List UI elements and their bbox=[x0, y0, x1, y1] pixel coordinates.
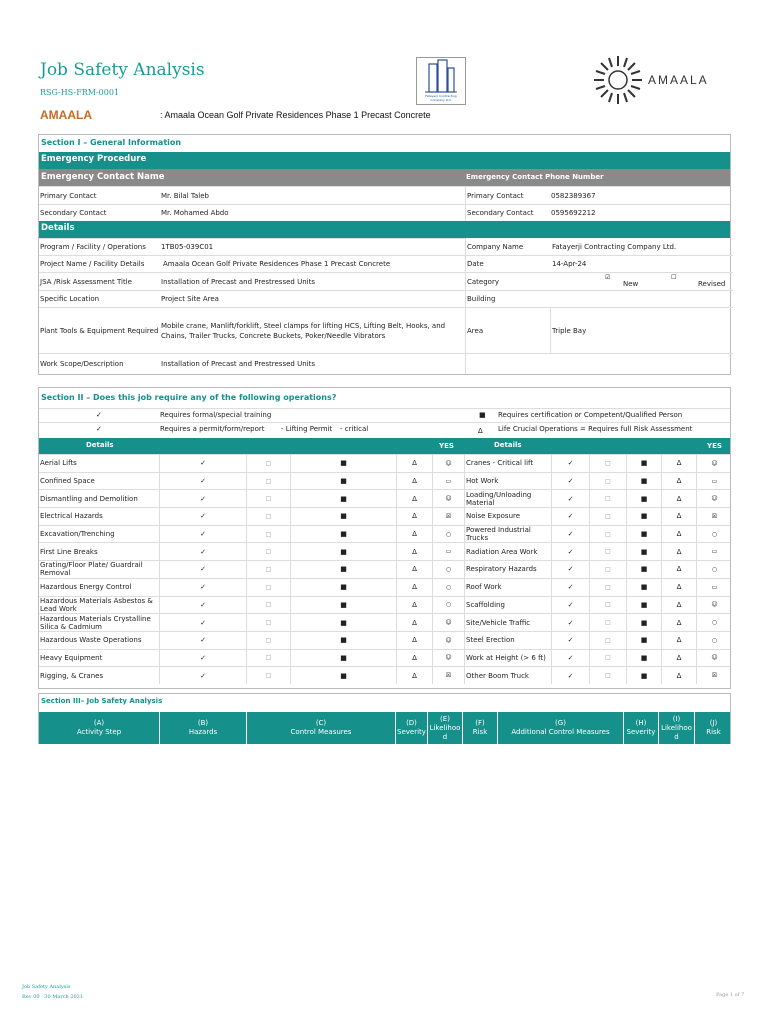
status-symbol: ○ bbox=[433, 579, 465, 596]
detail-value: Project Site Area bbox=[161, 295, 219, 303]
status-symbol: ▭ bbox=[711, 583, 718, 591]
delta-icon: Δ bbox=[397, 579, 433, 596]
section-general-information bbox=[38, 134, 731, 375]
checkbox[interactable]: □ bbox=[247, 473, 291, 490]
status-symbol: ○ bbox=[711, 619, 718, 627]
status-symbol: ☺ bbox=[711, 601, 718, 609]
square-icon: ■ bbox=[291, 473, 397, 490]
requirement-row bbox=[39, 408, 730, 422]
operation-row bbox=[39, 525, 730, 543]
delta-icon: Δ bbox=[662, 455, 697, 472]
phone-label: Secondary Contact bbox=[465, 205, 550, 221]
col-details: Details bbox=[86, 441, 114, 449]
checkbox[interactable]: □ bbox=[590, 455, 627, 472]
status-symbol: ☒ bbox=[711, 512, 718, 520]
check-icon: ✓ bbox=[552, 597, 590, 614]
col-hazards: (B) Hazards bbox=[160, 712, 247, 744]
operation-label: Hazardous Materials Asbestos & Lead Work bbox=[39, 597, 160, 614]
operation-label: Hazardous Waste Operations bbox=[39, 632, 160, 649]
footer-revision: Rev 00 · 30 March 2021 bbox=[22, 994, 84, 1000]
status-symbol: ☒ bbox=[433, 667, 465, 684]
check-icon: ✓ bbox=[552, 614, 590, 631]
delta-icon: Δ bbox=[397, 561, 433, 578]
status-symbol: ☒ bbox=[433, 508, 465, 525]
detail-value: Mobile crane, Manlift/forklift, Steel clamps for lifting HCS, Lifting Belt, Hooks, and Chains, Trailer Trucks, Concrete Buckets, Poker/Needle Vibrators bbox=[161, 321, 446, 340]
delta-icon: Δ bbox=[397, 650, 433, 667]
check-icon: ✓ bbox=[160, 579, 247, 596]
square-icon: ■ bbox=[627, 508, 662, 525]
contractor-logo-caption: Fatayerji Contracting Company Ltd. bbox=[425, 94, 457, 102]
operation-row bbox=[39, 507, 730, 525]
checkbox[interactable]: □ bbox=[247, 667, 291, 684]
check-icon: ✓ bbox=[160, 455, 247, 472]
detail-row bbox=[466, 353, 733, 374]
checkbox[interactable]: □ bbox=[247, 543, 291, 560]
requirement-text: Requires formal/special training bbox=[160, 411, 272, 419]
checkbox[interactable]: □ bbox=[590, 597, 627, 614]
building-label: Building bbox=[467, 295, 496, 303]
square-icon: ■ bbox=[627, 526, 662, 543]
contact-row bbox=[39, 204, 730, 221]
operation-label: Hot Work bbox=[465, 473, 552, 490]
checkbox[interactable]: □ bbox=[590, 561, 627, 578]
check-icon: ✓ bbox=[552, 473, 590, 490]
operation-label: Scaffolding bbox=[465, 597, 552, 614]
operation-label: Powered Industrial Trucks bbox=[465, 526, 552, 543]
requirement-extra: - critical bbox=[340, 425, 369, 433]
check-icon: ✓ bbox=[160, 473, 247, 490]
square-icon: ■ bbox=[627, 455, 662, 472]
details-right bbox=[465, 238, 732, 374]
delta-icon: Δ bbox=[662, 597, 697, 614]
company-label: Company Name bbox=[467, 242, 524, 251]
requirement-extra: - Lifting Permit bbox=[281, 425, 333, 433]
status-symbol: ○ bbox=[433, 561, 465, 578]
checkbox[interactable]: □ bbox=[590, 473, 627, 490]
check-icon: ✓ bbox=[160, 543, 247, 560]
category-new-checkbox[interactable]: ☑ bbox=[605, 274, 611, 281]
phone-value: 0582389367 bbox=[551, 191, 596, 200]
check-icon: ✓ bbox=[552, 667, 590, 684]
operation-row bbox=[39, 666, 730, 684]
check-icon: ✓ bbox=[552, 561, 590, 578]
square-icon: ■ bbox=[627, 632, 662, 649]
check-icon: ✓ bbox=[160, 561, 247, 578]
checkbox[interactable]: □ bbox=[247, 508, 291, 525]
checkbox[interactable]: □ bbox=[247, 490, 291, 507]
emergency-procedure-bar: Emergency Procedure bbox=[39, 152, 730, 169]
square-icon: ■ bbox=[627, 597, 662, 614]
delta-icon: Δ bbox=[397, 667, 433, 684]
section-job-safety-analysis bbox=[38, 693, 731, 744]
check-icon: ✓ bbox=[552, 526, 590, 543]
col-likelihood: (E) Likelihood bbox=[428, 712, 463, 744]
detail-row bbox=[466, 290, 733, 307]
operation-label: Dismantling and Demolition bbox=[39, 490, 160, 507]
brand-name: AMAALA bbox=[40, 108, 92, 122]
check-icon: ✓ bbox=[160, 526, 247, 543]
square-icon: ■ bbox=[627, 650, 662, 667]
col-control-measures: (C) Control Measures bbox=[247, 712, 396, 744]
checkbox[interactable]: □ bbox=[247, 561, 291, 578]
checkbox[interactable]: □ bbox=[590, 543, 627, 560]
contact-label: Secondary Contact bbox=[40, 209, 107, 217]
checkbox[interactable]: □ bbox=[590, 667, 627, 684]
category-label: Category bbox=[467, 277, 499, 286]
contact-label: Primary Contact bbox=[40, 191, 97, 200]
detail-row bbox=[39, 238, 465, 255]
operation-row bbox=[39, 596, 730, 614]
square-icon: ■ bbox=[291, 543, 397, 560]
check-icon: ✓ bbox=[552, 650, 590, 667]
detail-value: Installation of Precast and Prestressed Units bbox=[161, 360, 315, 368]
date-label: Date bbox=[467, 260, 484, 268]
delta-icon: Δ bbox=[662, 543, 697, 560]
operation-label: Excavation/Trenching bbox=[39, 526, 160, 543]
col-likelihood-residual: (I) Likelihood bbox=[659, 712, 695, 744]
square-icon: ■ bbox=[291, 632, 397, 649]
square-icon: ■ bbox=[291, 614, 397, 631]
status-symbol: ○ bbox=[711, 565, 718, 573]
requirement-row bbox=[39, 422, 730, 438]
square-icon: ■ bbox=[627, 561, 662, 578]
check-icon: ✓ bbox=[552, 490, 590, 507]
operation-label: Radiation Area Work bbox=[465, 543, 552, 560]
operation-row bbox=[39, 631, 730, 649]
operation-label: Other Boom Truck bbox=[465, 667, 552, 684]
operations-rows bbox=[39, 454, 730, 684]
status-symbol: ☒ bbox=[711, 672, 718, 680]
operation-row bbox=[39, 578, 730, 596]
area-label: Area bbox=[466, 308, 551, 353]
detail-row bbox=[39, 272, 465, 290]
category-new-label: New bbox=[623, 280, 639, 288]
delta-icon: Δ bbox=[662, 473, 697, 490]
detail-row bbox=[39, 290, 465, 307]
delta-icon: Δ bbox=[397, 473, 433, 490]
square-icon: ■ bbox=[627, 543, 662, 560]
checkbox[interactable]: □ bbox=[590, 526, 627, 543]
check-icon: ✓ bbox=[552, 543, 590, 560]
col-yes: YES bbox=[707, 442, 722, 450]
check-icon: ✓ bbox=[160, 632, 247, 649]
col-severity: (D) Severity bbox=[396, 712, 428, 744]
details-grid bbox=[39, 238, 730, 374]
amaala-logo-text: AMAALA bbox=[648, 73, 709, 87]
delta-icon: Δ bbox=[662, 490, 697, 507]
operation-label: Aerial Lifts bbox=[39, 455, 160, 472]
requirement-text: Requires certification or Competent/Qualified Person bbox=[498, 411, 683, 419]
status-symbol: ○ bbox=[433, 597, 465, 614]
detail-value: Amaala Ocean Golf Private Residences Phase 1 Precast Concrete bbox=[163, 260, 391, 268]
delta-icon: Δ bbox=[397, 455, 433, 472]
detail-row bbox=[39, 353, 465, 374]
detail-label: Specific Location bbox=[40, 295, 100, 303]
status-symbol: ○ bbox=[433, 526, 465, 543]
operation-label: Work at Height (> 6 ft) bbox=[465, 650, 552, 667]
check-icon: ✓ bbox=[160, 614, 247, 631]
footer-doc-title: Job Safety Analysis bbox=[22, 984, 71, 990]
check-icon: ✓ bbox=[552, 632, 590, 649]
contact-phone-header: Emergency Contact Phone Number bbox=[466, 173, 604, 181]
detail-label: Plant Tools & Equipment Required bbox=[40, 326, 159, 335]
check-icon: ✓ bbox=[160, 490, 247, 507]
operation-label: Noise Exposure bbox=[465, 508, 552, 525]
checkbox[interactable]: □ bbox=[590, 508, 627, 525]
contact-name: Mr. Mohamed Abdo bbox=[161, 209, 229, 217]
category-revised-label: Revised bbox=[698, 280, 726, 288]
operation-label: Electrical Hazards bbox=[39, 508, 160, 525]
check-icon: ✓ bbox=[160, 650, 247, 667]
delta-icon: Δ bbox=[397, 614, 433, 631]
operation-label: Cranes - Critical lift bbox=[465, 455, 552, 472]
detail-row bbox=[39, 255, 465, 272]
delta-icon: Δ bbox=[397, 632, 433, 649]
square-icon: ■ bbox=[291, 526, 397, 543]
detail-row bbox=[466, 272, 733, 290]
contact-name: Mr. Bilal Taleb bbox=[161, 191, 209, 200]
square-icon: ■ bbox=[291, 579, 397, 596]
square-icon: ■ bbox=[291, 561, 397, 578]
detail-label: Project Name / Facility Details bbox=[40, 260, 145, 268]
delta-icon: Δ bbox=[662, 561, 697, 578]
square-icon: ■ bbox=[291, 455, 397, 472]
square-icon: ■ bbox=[291, 650, 397, 667]
checkbox[interactable]: □ bbox=[590, 490, 627, 507]
col-yes: YES bbox=[439, 442, 454, 450]
status-symbol: ☺ bbox=[433, 614, 465, 631]
project-line: : Amaala Ocean Golf Private Residences Phase 1 Precast Concrete bbox=[160, 110, 431, 120]
detail-row bbox=[39, 307, 465, 353]
col-severity-residual: (H) Severity bbox=[624, 712, 659, 744]
checkbox[interactable]: □ bbox=[247, 650, 291, 667]
status-symbol: ☺ bbox=[711, 459, 718, 467]
requirement-text: Requires a permit/form/report bbox=[160, 425, 265, 433]
operation-label: Hazardous Energy Control bbox=[39, 579, 160, 596]
operation-row bbox=[39, 489, 730, 507]
col-additional-control-measures: (G) Additional Control Measures bbox=[498, 712, 624, 744]
footer-page-number: Page 1 of 7 bbox=[716, 992, 745, 998]
delta-icon: Δ bbox=[662, 650, 697, 667]
company-value: Fatayerji Contracting Company Ltd. bbox=[552, 242, 677, 251]
square-icon: ■ bbox=[291, 508, 397, 525]
check-icon: ✓ bbox=[160, 597, 247, 614]
delta-icon: Δ bbox=[397, 597, 433, 614]
document-title: Job Safety Analysis bbox=[40, 60, 205, 80]
delta-icon: Δ bbox=[662, 526, 697, 543]
operation-label: Rigging, & Cranes bbox=[39, 667, 160, 684]
delta-icon: Δ bbox=[662, 667, 697, 684]
phone-value: 0595692212 bbox=[551, 209, 596, 217]
section-title: Section I – General Information bbox=[41, 138, 182, 147]
operation-row bbox=[39, 613, 730, 631]
detail-value: Installation of Precast and Prestressed Units bbox=[161, 277, 315, 286]
col-details: Details bbox=[494, 441, 522, 449]
category-revised-checkbox[interactable]: ☐ bbox=[671, 274, 677, 281]
checkbox[interactable]: □ bbox=[247, 526, 291, 543]
detail-label: JSA /Risk Assessment Title bbox=[40, 277, 132, 286]
operation-label: Grating/Floor Plate/ Guardrail Removal bbox=[39, 561, 160, 578]
check-icon: ✓ bbox=[96, 411, 102, 419]
checkbox[interactable]: □ bbox=[247, 597, 291, 614]
operation-label: Respiratory Hazards bbox=[465, 561, 552, 578]
jsa-table-header bbox=[39, 712, 730, 744]
section-title: Section III– Job Safety Analysis bbox=[41, 697, 163, 705]
section-title: Section II – Does this job require any of the following operations? bbox=[41, 393, 337, 402]
checkbox[interactable]: □ bbox=[590, 579, 627, 596]
requirement-text: Life Crucial Operations = Requires full Risk Assessment bbox=[498, 425, 693, 433]
amaala-logo bbox=[592, 54, 644, 108]
operation-row bbox=[39, 542, 730, 560]
status-symbol: ▭ bbox=[433, 543, 465, 560]
contact-name-header: Emergency Contact Name bbox=[41, 172, 165, 182]
delta-icon: Δ bbox=[662, 508, 697, 525]
detail-label: Program / Facility / Operations bbox=[40, 243, 146, 251]
delta-icon: Δ bbox=[662, 632, 697, 649]
operation-row bbox=[39, 560, 730, 578]
checkbox[interactable]: □ bbox=[247, 614, 291, 631]
date-value: 14-Apr-24 bbox=[552, 260, 587, 268]
checkbox[interactable]: □ bbox=[247, 632, 291, 649]
status-symbol: ▭ bbox=[711, 548, 718, 556]
square-icon: ■ bbox=[291, 597, 397, 614]
square-icon: ■ bbox=[627, 579, 662, 596]
status-symbol: ▭ bbox=[711, 477, 718, 485]
check-icon: ✓ bbox=[160, 667, 247, 684]
delta-icon: Δ bbox=[397, 543, 433, 560]
operation-label: Roof Work bbox=[465, 579, 552, 596]
checkbox[interactable]: □ bbox=[247, 579, 291, 596]
status-symbol: ☺ bbox=[433, 650, 465, 667]
phone-label: Primary Contact bbox=[465, 187, 550, 204]
delta-icon: Δ bbox=[478, 427, 483, 435]
col-risk: (F) Risk bbox=[463, 712, 498, 744]
operation-label: Heavy Equipment bbox=[39, 650, 160, 667]
operation-label: Loading/Unloading Material bbox=[465, 490, 552, 507]
operation-label: Hazardous Materials Crystalline Silica & Cadmium bbox=[39, 614, 160, 631]
delta-icon: Δ bbox=[397, 490, 433, 507]
col-risk-residual: (J) Risk bbox=[706, 719, 721, 736]
status-symbol: ○ bbox=[711, 530, 718, 538]
delta-icon: Δ bbox=[662, 579, 697, 596]
contractor-logo bbox=[416, 57, 466, 105]
detail-row bbox=[466, 255, 733, 272]
square-icon: ■ bbox=[291, 490, 397, 507]
emergency-contact-header bbox=[39, 169, 730, 186]
section-operations bbox=[38, 387, 731, 689]
status-symbol: ○ bbox=[711, 636, 718, 644]
square-icon: ■ bbox=[627, 614, 662, 631]
check-icon: ✓ bbox=[96, 425, 102, 433]
status-symbol: ☺ bbox=[711, 654, 718, 662]
operation-row bbox=[39, 454, 730, 472]
checkbox[interactable]: □ bbox=[247, 455, 291, 472]
operation-label: Confined Space bbox=[39, 473, 160, 490]
document-code: RSG-HS-FRM-0001 bbox=[40, 88, 120, 97]
square-icon: ■ bbox=[627, 490, 662, 507]
square-icon: ■ bbox=[627, 667, 662, 684]
status-symbol: ☺ bbox=[433, 632, 465, 649]
details-bar: Details bbox=[39, 221, 730, 238]
checkbox[interactable]: □ bbox=[590, 614, 627, 631]
contact-row bbox=[39, 186, 730, 204]
col-activity-step: (A) Activity Step bbox=[39, 712, 160, 744]
detail-value: 1TB05-039C01 bbox=[161, 243, 214, 251]
square-icon: ■ bbox=[479, 411, 486, 419]
checkbox[interactable]: □ bbox=[590, 650, 627, 667]
square-icon: ■ bbox=[627, 473, 662, 490]
detail-row bbox=[466, 307, 733, 353]
operation-label: Site/Vehicle Traffic bbox=[465, 614, 552, 631]
check-icon: ✓ bbox=[160, 508, 247, 525]
check-icon: ✓ bbox=[552, 579, 590, 596]
status-symbol: ☺ bbox=[433, 490, 465, 507]
status-symbol: ▭ bbox=[433, 473, 465, 490]
operation-label: Steel Erection bbox=[465, 632, 552, 649]
detail-label: Work Scope/Description bbox=[40, 360, 124, 368]
delta-icon: Δ bbox=[397, 526, 433, 543]
detail-row bbox=[466, 238, 733, 255]
delta-icon: Δ bbox=[397, 508, 433, 525]
status-symbol: ☺ bbox=[711, 495, 718, 503]
operation-row bbox=[39, 649, 730, 667]
status-symbol: ☺ bbox=[433, 455, 465, 472]
check-icon: ✓ bbox=[552, 455, 590, 472]
operation-row bbox=[39, 472, 730, 490]
checkbox[interactable]: □ bbox=[590, 632, 627, 649]
operation-label: First Line Breaks bbox=[39, 543, 160, 560]
area-value: Triple Bay bbox=[552, 326, 587, 335]
operations-table-header bbox=[39, 438, 730, 454]
delta-icon: Δ bbox=[662, 614, 697, 631]
check-icon: ✓ bbox=[552, 508, 590, 525]
square-icon: ■ bbox=[291, 667, 397, 684]
